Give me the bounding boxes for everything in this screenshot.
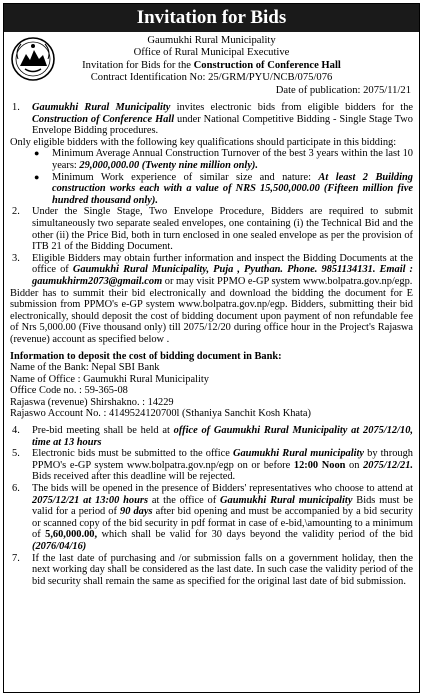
office-name: Name of Office : Gaumukhi Rural Municipality (10, 373, 209, 385)
eligibility-intro: Only eligible bidders with the following key qualifications should participate in this bidding: (10, 136, 397, 148)
header-invitation: Invitation for Bids for the Construction of Conference Hall (82, 59, 341, 71)
rajaswa-shirshak: Rajaswa (revenue) Shirshakno. : 14229 (10, 396, 174, 408)
notice-body (4, 97, 419, 587)
header-municipality: Gaumukhi Rural Municipality (147, 35, 276, 46)
notice-title: Invitation for Bids (4, 4, 419, 32)
clause-4: 4. Pre-bid meeting shall be held at office of Gaumukhi Rural Municipality at 2075/12/10, time at 13 hours (12, 425, 413, 448)
header-publication-date: Date of publication: 2075/11/21 (275, 84, 411, 96)
rajaswo-account: Rajaswo Account No. : 4149524120700l (Sthaniya Sanchit Kosh Khata) (10, 408, 311, 420)
notice-frame (3, 3, 420, 693)
bidder-submission-paragraph: Bidder has to summit their bid electronically and download the bidding the document for E submission from PPMO's e-GP system www.bolpatra.gov.np/egp. Bidders, submitting their bid electronically, should deposit the cost of bidding document upon payment of non refundable fee of Nrs 5,000.00 (Five thousand only) till 2075/12/20 during office hour in the Project's Rajaswa (revenue) account as specified below . (10, 287, 413, 345)
clause-6: 6. The bids will be opened in the presence of Bidders' representatives who choose to attend at 2075/12/21 at 13:00 hours at the office of Gaumukhi Rural municipality Bids must be valid for a period of 90 days after bid opening and must be accompanied by a bid security or scanned copy of the bid security in pdf format in case of e-bid,\amounting to a minimum of 5,60,000.00, which shall be valid for 30 days beyond the validity period of the bid (2076/04/16) (12, 483, 414, 552)
bank-name: Name of the Bank: Nepal SBI Bank (10, 362, 160, 374)
header-contract-id: Contract Identification No: 25/GRM/PYU/NCB/075/076 (90, 72, 333, 84)
qualification-turnover: ● Minimum Average Annual Construction Turnover of the best 3 years within the last 10 years: 29,000,000.00 (Twenty nine million only). (32, 148, 413, 171)
qualification-list (10, 148, 413, 206)
clause-3: 3. Eligible Bidders may obtain further information and inspect the Bidding Documents at the office of Gaumukhi Rural Municipality, Puja , Pyuthan. Phone. 9851134131. Email : gaumukhirm2073@gmail.com or may visit PPMO e-GP system www.bolpatra.gov.np/egp. (12, 252, 414, 287)
clause-1: 1. Gaumukhi Rural Municipality invites electronic bids from eligible bidders for the Construction of Conference Hall under National Competitive Bidding - Single Stage Two Envelope Bidding procedures. (12, 102, 413, 137)
nepal-government-emblem-icon (10, 36, 56, 82)
clause-2: 2. Under the Single Stage, Two Envelope Procedure, Bidders are required to submit simultaneously two separate sealed envelopes, one containing (i) the Technical Bid and the other (ii) the Price Bid, both in turn enclosed in one sealed envelope as per the provision of ITB 21 of the Bidding Document. (12, 206, 413, 253)
clause-5: 5. Electronic bids must be submitted to the office Gaumukhi Rural municipality by through PPMO's e-GP system www.bolpatra.gov.np/egp on or before 12:00 Noon on 2075/12/21. Bids received after this deadline will be rejected. (12, 448, 413, 483)
header-office: Office of Rural Municipal Executive (133, 47, 290, 59)
qualification-experience: ● Minimum Work experience of similar size and nature: At least 2 Building construction works each with a value of NRS 15,500,000.00 (Fifteen million five hundred thousand only). (32, 172, 413, 207)
bank-info-heading: Information to deposit the cost of bidding document in Bank: (10, 350, 282, 362)
notice-header (4, 35, 419, 97)
clause-7: 7. If the last date of purchasing and /or submission falls on a government holiday, then the next working day shall be considered as the last date. In such case the validity period of the bid security shall remain the same as specified for the original last date of bid submission. (12, 552, 413, 587)
office-code: Office Code no. : 59-365-08 (10, 385, 128, 397)
